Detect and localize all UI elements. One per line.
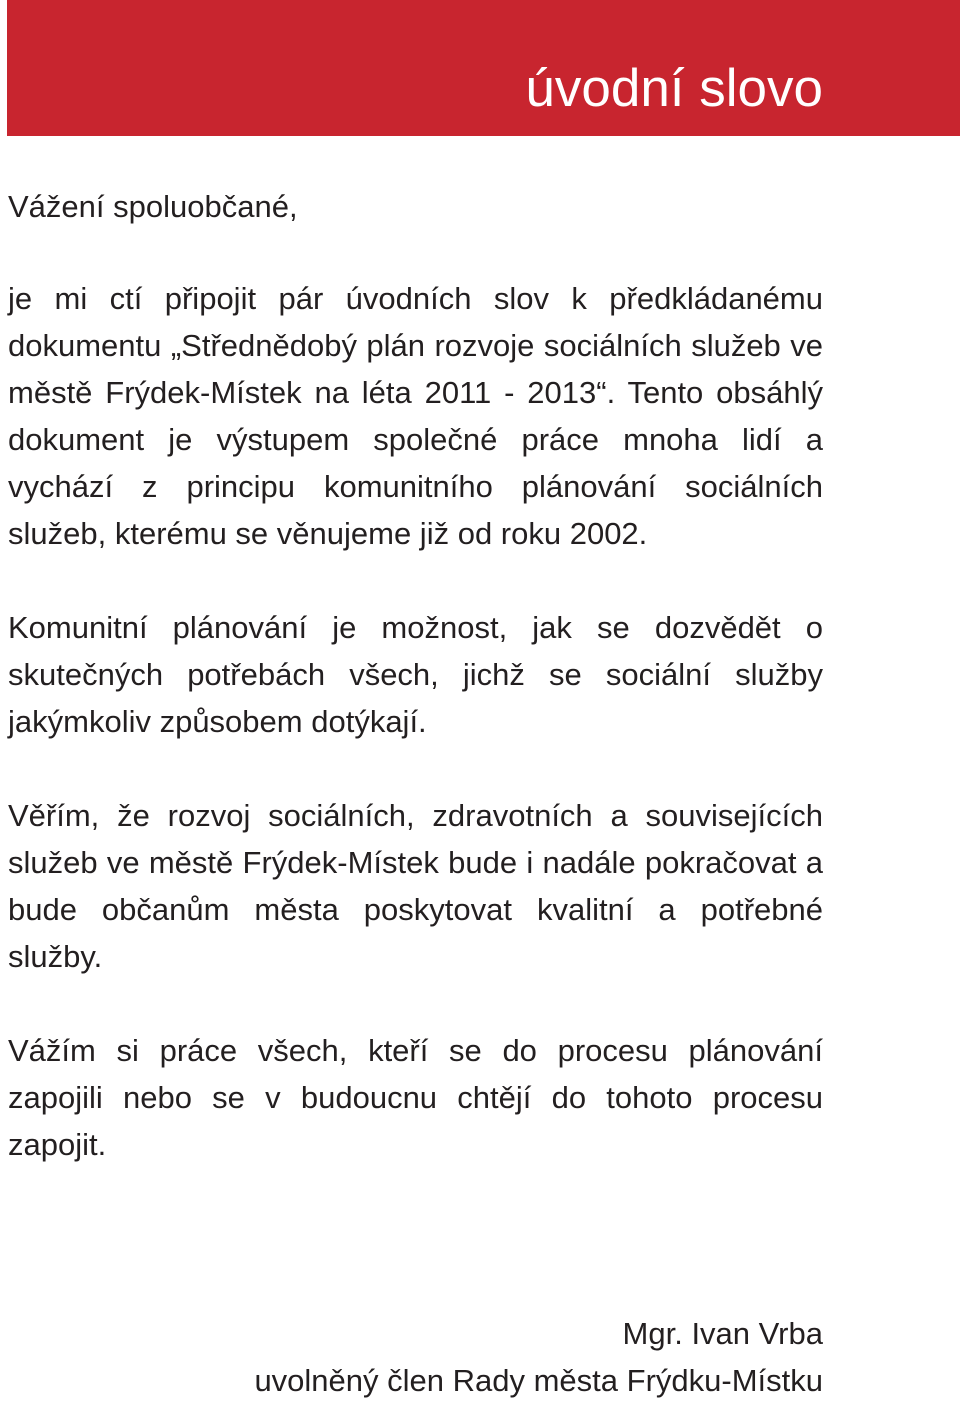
greeting: Vážení spoluobčané,	[8, 189, 298, 224]
signature-role: uvolněný člen Rady města Frýdku-Místku	[254, 1363, 823, 1398]
letter-body	[8, 183, 823, 1168]
paragraph-development: Věřím, že rozvoj sociálních, zdravotních a souvisejících služeb ve městě Frýdek-Místek bude i nadále pokračovat a bude občanům města poskytovat kvalitní a potřebné služby.	[8, 798, 823, 974]
page-title: úvodní slovo	[525, 59, 823, 118]
paragraph-intro: je mi ctí připojit pár úvodních slov k předkládanému dokumentu „Střednědobý plán rozvoje sociálních služeb ve městě Frýdek-Místek na léta 2011 - 2013“. Tento obsáhlý dokument je výstupem společné práce mnoha lidí a vychází z principu komunitního plánování sociálních služeb, kterému se věnujeme již od roku 2002.	[8, 281, 823, 551]
signature-block	[254, 1310, 823, 1404]
paragraph-thanks: Vážím si práce všech, kteří se do procesu plánování zapojili nebo se v budoucnu chtějí do tohoto procesu zapojit.	[8, 1033, 823, 1162]
signature-name: Mgr. Ivan Vrba	[622, 1316, 823, 1351]
paragraph-community-planning: Komunitní plánování je možnost, jak se dozvědět o skutečných potřebách všech, jichž se sociální služby jakýmkoliv způsobem dotýkají.	[8, 610, 823, 739]
